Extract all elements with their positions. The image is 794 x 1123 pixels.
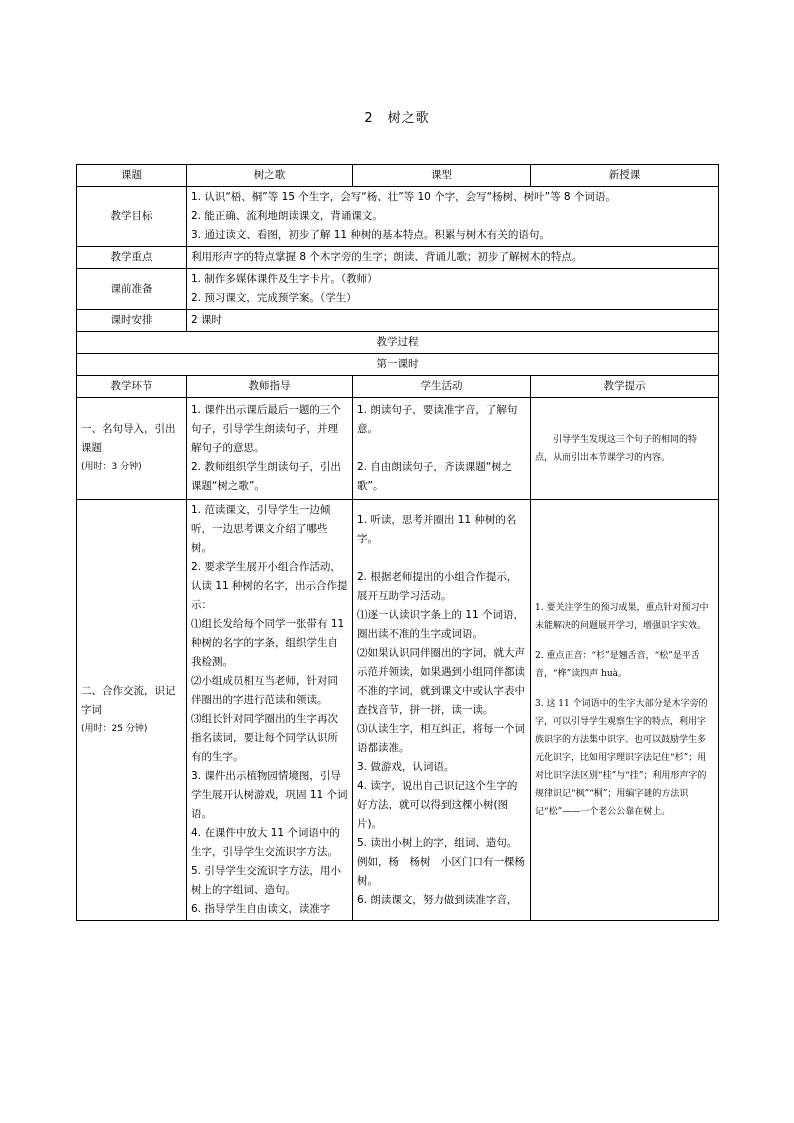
tip-item: 3. 这 11 个词语中的生字大部分是木字旁的字，可以引导学生观察生字的特点，利用字族识字的方法集中识字。也可以鼓励学生多元化识字，比如用字理识字法记住“杉”；用对比识字法区别“桂”与“挂”；利用形声字的规律识记“枫”“桐”；用编字谜的方法识记“松”——一个老公公靠在树上。 xyxy=(535,699,708,817)
step-1-label xyxy=(77,398,187,500)
prep-label: 课前准备 xyxy=(77,269,187,310)
student-item: 1. 听读，思考并圈出 11 种树的名字。 xyxy=(357,513,517,545)
step-2-label xyxy=(77,500,187,921)
col-teacher: 教师指导 xyxy=(187,376,353,398)
step-1-student xyxy=(353,398,531,500)
student-item: 2. 自由朗读句子，齐读课题“树之歌”。 xyxy=(357,461,513,492)
step-row-1 xyxy=(77,398,719,500)
step-2-time: (用时：25 分钟) xyxy=(81,723,148,734)
col-step: 教学环节 xyxy=(77,376,187,398)
teacher-item: 2. 要求学生展开小组合作活动，认读 11 种树的名字，出示合作提示： xyxy=(191,561,348,611)
lesson-plan-table xyxy=(76,164,719,921)
teacher-item: 6. 指导学生自由读文，读准字 xyxy=(191,903,331,915)
tip-item: 引导学生发现这三个句子的相同的特点，从而引出本节课学习的内容。 xyxy=(535,434,698,463)
step-2-title: 二、合作交流，识记字词 xyxy=(81,684,176,716)
process-title-row xyxy=(77,332,719,354)
goal-item: 3. 通过读文、看图，初步了解 11 种树的基本特点。积累与树木有关的语句。 xyxy=(191,229,550,241)
goals-row xyxy=(77,187,719,247)
teacher-item: 1. 课件出示课后最后一题的三个句子，引导学生朗读句子，并理解句子的意思。 xyxy=(191,404,341,454)
student-item: 2. 根据老师提出的小组合作提示，展开互助学习活动。 xyxy=(357,570,518,602)
focus-text: 利用形声字的特点掌握 8 个木字旁的生字；朗读、背诵儿歌；初步了解树木的特点。 xyxy=(191,251,583,263)
tip-item: 1. 要关注学生的预习成果，重点针对预习中未能解决的问题展开学习，增强识字实效。 xyxy=(535,603,709,631)
step-row-2 xyxy=(77,500,719,921)
goals-content xyxy=(187,187,719,247)
focus-row xyxy=(77,247,719,269)
col-tips: 教学提示 xyxy=(531,376,719,398)
type-label: 课型 xyxy=(353,165,531,187)
student-item: 6. 朗读课文，努力做到读准字音， xyxy=(357,893,518,906)
student-item: ⑵如果认识同伴圈出的字词，就大声示范并领读，如果遇到小组同伴都读不准的字词，就到课文中或认字表中查找音节，拼一拼，读一读。 xyxy=(357,646,525,716)
prep-row xyxy=(77,269,719,310)
goal-item: 1. 认识“梧、桐”等 15 个生字，会写“杨、壮”等 10 个字，会写“杨树、树叶”等 8 个词语。 xyxy=(191,191,616,203)
type-value: 新授课 xyxy=(531,165,719,187)
topic-value: 树之歌 xyxy=(187,165,353,187)
teacher-item: 1. 范读课文，引导学生一边倾听，一边思考课文介绍了哪些树。 xyxy=(191,504,331,554)
header-row xyxy=(77,165,719,187)
teacher-item: ⑵小组成员相互当老师，针对同伴圈出的字进行范读和领读。 xyxy=(191,675,338,706)
prep-content xyxy=(187,269,719,310)
goals-label: 教学目标 xyxy=(77,187,187,247)
step-1-teacher xyxy=(187,398,353,500)
teacher-item: 5. 引导学生交流识字方法，用小树上的字组词、造句。 xyxy=(191,865,341,896)
teacher-item: 2. 教师组织学生朗读句子，引出课题“树之歌”。 xyxy=(191,461,341,492)
student-item: 4. 读字，说出自己识记这个生字的好方法，就可以得到这棵小树(图片)。 xyxy=(357,779,518,830)
schedule-row xyxy=(77,310,719,332)
student-item: 1. 朗读句子，要读准字音，了解句意。 xyxy=(357,404,518,435)
focus-label: 教学重点 xyxy=(77,247,187,269)
process-title: 教学过程 xyxy=(77,332,719,354)
student-item: ⑴逐一认读识字条上的 11 个词语，圈出读不准的生字或词语。 xyxy=(357,608,525,640)
step-2-student xyxy=(353,500,531,921)
lesson-title-row xyxy=(77,354,719,376)
schedule-value: 2 课时 xyxy=(187,310,719,332)
teacher-item: ⑴组长发给每个同学一张带有 11 种树的名字的字条，组织学生自我检测。 xyxy=(191,618,345,668)
prep-item: 1. 制作多媒体课件及生字卡片。（教师） xyxy=(191,273,378,285)
student-item: ⑶认读生字，相互纠正，将每一个词语都读准。 xyxy=(357,722,525,754)
step-2-tips xyxy=(531,500,719,921)
step-1-time: (用时：3 分钟) xyxy=(81,462,142,472)
student-item: 3. 做游戏，认词语。 xyxy=(357,760,455,773)
step-1-tips xyxy=(531,398,719,500)
tip-item: 2. 重点正音：“杉”是翘舌音，“松”是平舌音，“桦”读四声 huà。 xyxy=(535,651,700,679)
prep-item: 2. 预习课文，完成预学案。（学生） xyxy=(191,292,357,304)
schedule-label: 课时安排 xyxy=(77,310,187,332)
column-header-row xyxy=(77,376,719,398)
page-title: 2 树之歌 xyxy=(364,111,430,126)
teacher-item: 3. 课件出示植物园情境图，引导学生展开认树游戏，巩固 11 个词语。 xyxy=(191,770,348,820)
student-item: 5. 读出小树上的字，组词、造句。例如，杨 杨树 小区门口有一棵杨树。 xyxy=(357,836,525,887)
step-2-teacher xyxy=(187,500,353,921)
topic-label: 课题 xyxy=(77,165,187,187)
goal-item: 2. 能正确、流利地朗读课文，背诵课文。 xyxy=(191,210,383,222)
lesson-title: 第一课时 xyxy=(77,354,719,376)
step-1-title: 一、名句导入，引出课题 xyxy=(81,423,176,454)
focus-content xyxy=(187,247,719,269)
col-student: 学生活动 xyxy=(353,376,531,398)
teacher-item: 4. 在课件中放大 11 个词语中的生字，引导学生交流识字方法。 xyxy=(191,827,340,858)
teacher-item: ⑶组长针对同学圈出的生字再次指名读词，要让每个同学认识所有的生字。 xyxy=(191,713,338,763)
